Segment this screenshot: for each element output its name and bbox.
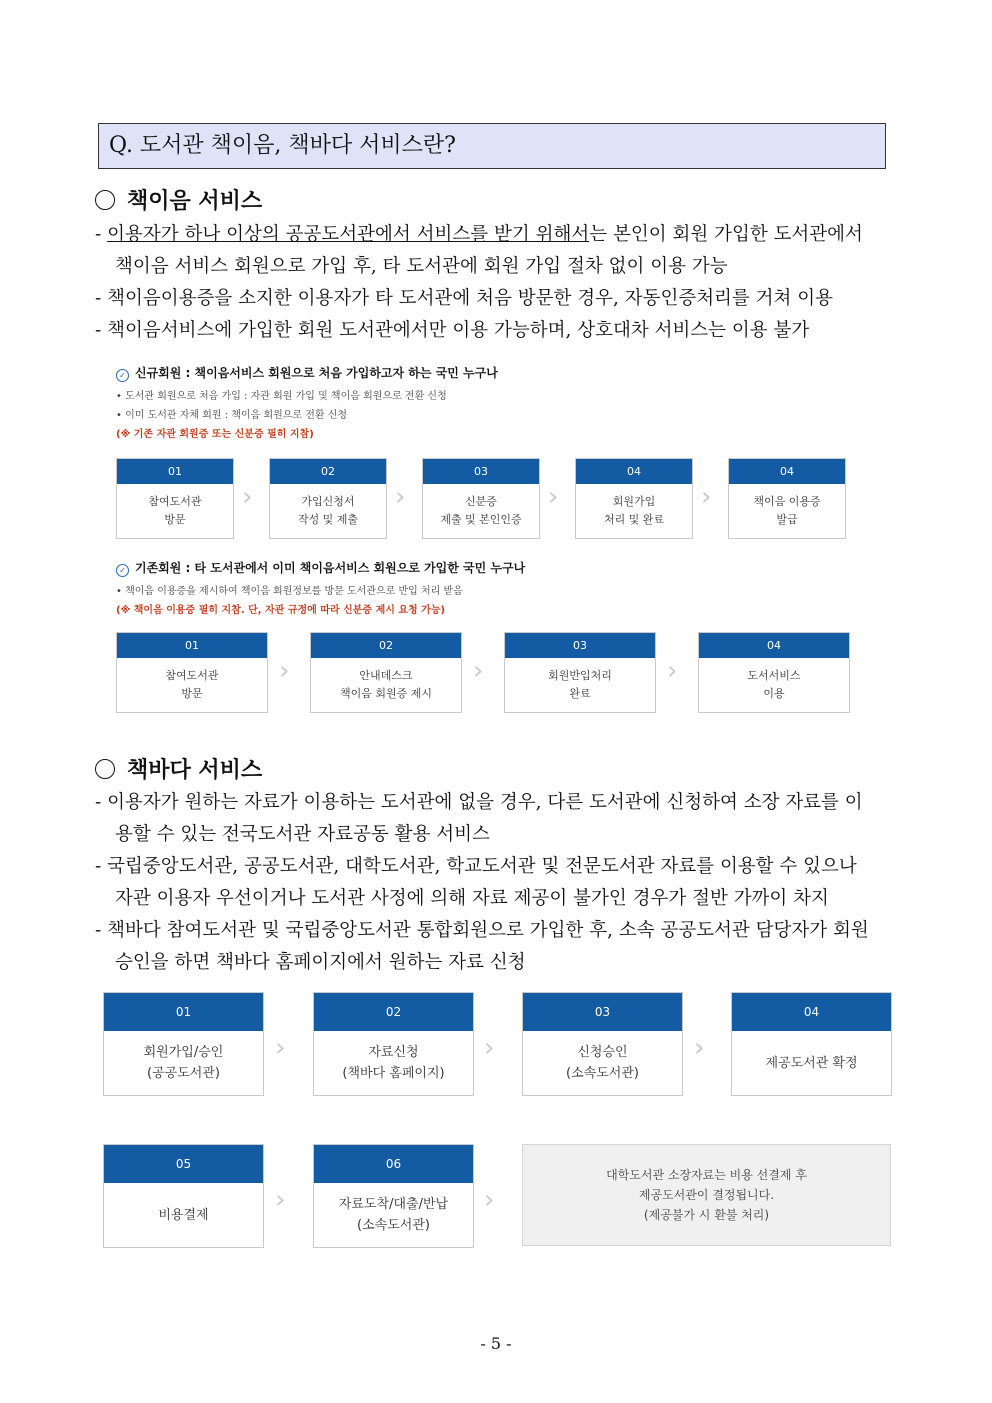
chevron-right-icon: › xyxy=(275,1033,286,1063)
step-label xyxy=(732,1031,891,1095)
bullet-line: 책이음 서비스 회원으로 가입 후, 타 도서관에 회원 가입 절차 없이 이용 가능 xyxy=(115,256,728,277)
process-step xyxy=(310,632,462,713)
note-line: 제공도서관이 결정됩니다. xyxy=(638,1188,775,1202)
chaekbada-description xyxy=(95,787,900,979)
circle-bullet-icon xyxy=(95,759,115,779)
step-label-line: 처리 및 완료 xyxy=(603,513,665,526)
step-label xyxy=(311,658,461,712)
note-line: • 이미 도서관 자체 회원 : 책이음 회원으로 전환 신청 xyxy=(116,410,348,421)
chaekieum-description xyxy=(95,219,900,347)
step-number: 02 xyxy=(311,633,461,658)
process-step xyxy=(731,992,892,1096)
step-label xyxy=(314,1031,473,1095)
text: 는 본인이 회원 가입한 도서관에서 xyxy=(589,224,863,245)
step-label xyxy=(314,1183,473,1247)
step-label-line: 도서서비스 xyxy=(747,669,801,682)
process-step xyxy=(728,458,846,539)
step-number: 04 xyxy=(732,993,891,1031)
note-line: 대학도서관 소장자료는 비용 선결제 후 xyxy=(606,1168,807,1182)
step-label-line: 방문 xyxy=(181,687,203,700)
step-label-line: 방문 xyxy=(164,513,186,526)
bullet-line: 용할 수 있는 전국도서관 자료공동 활용 서비스 xyxy=(115,824,490,845)
step-label-line: 책이음 회원증 제시 xyxy=(339,687,432,700)
chevron-right-icon: › xyxy=(473,656,484,686)
step-number: 03 xyxy=(523,993,682,1031)
chevron-right-icon: › xyxy=(395,482,406,512)
chevron-right-icon: › xyxy=(484,1185,495,1215)
step-number: 04 xyxy=(699,633,849,658)
step-number: 05 xyxy=(104,1145,263,1183)
bullet-line: 자관 이용자 우선이거나 도서관 사정에 의해 자료 제공이 불가인 경우가 절반 가까이 차지 xyxy=(115,888,829,909)
step-label-line: 회원가입/승인 xyxy=(143,1045,224,1060)
process-step xyxy=(313,992,474,1096)
existing-member-notes xyxy=(116,582,463,620)
step-number: 02 xyxy=(314,993,473,1031)
step-number: 06 xyxy=(314,1145,473,1183)
step-label-line: (책바다 홈페이지) xyxy=(342,1066,445,1081)
bullet-line xyxy=(95,219,900,251)
step-label-line: 발급 xyxy=(776,513,798,526)
chevron-right-icon: › xyxy=(667,656,678,686)
question-title: Q. 도서관 책이음, 책바다 서비스란? xyxy=(98,123,886,169)
section-heading-chaekieum xyxy=(95,184,262,215)
step-label-line: 회원반입처리 xyxy=(548,669,612,682)
bullet-line: - 책이음이용증을 소지한 이용자가 타 도서관에 처음 방문한 경우, 자동인증처리를 거쳐 이용 xyxy=(95,288,834,309)
bullet-line: - 이용자가 원하는 자료가 이용하는 도서관에 없을 경우, 다른 도서관에 신청하여 소장 자료를 이 xyxy=(95,792,863,813)
chevron-right-icon: › xyxy=(484,1033,495,1063)
dash: - xyxy=(95,224,108,245)
note-line: (제공불가 시 환불 처리) xyxy=(643,1208,770,1222)
step-label-line: (공공도서관) xyxy=(147,1066,220,1081)
step-label xyxy=(505,658,655,712)
chevron-right-icon: › xyxy=(279,656,290,686)
process-step xyxy=(269,458,387,539)
step-label xyxy=(117,658,267,712)
step-label xyxy=(576,484,692,538)
step-label-line: 비용결제 xyxy=(158,1207,209,1223)
step-number: 01 xyxy=(104,993,263,1031)
note-line: • 도서관 회원으로 처음 가입 : 자관 회원 가입 및 책이음 회원으로 전환 신청 xyxy=(116,391,447,402)
step-label-line: 완료 xyxy=(569,687,591,700)
chevron-right-icon: › xyxy=(275,1185,286,1215)
step-label-line: 제출 및 본인인증 xyxy=(440,513,522,526)
step-number: 03 xyxy=(423,459,539,484)
step-number: 04 xyxy=(576,459,692,484)
bullet-line: 승인을 하면 책바다 홈페이지에서 원하는 자료 신청 xyxy=(115,952,526,973)
chevron-right-icon: › xyxy=(548,482,559,512)
existing-member-heading xyxy=(116,559,525,577)
check-circle-icon: ✓ xyxy=(116,564,129,577)
step-label-line: 작성 및 제출 xyxy=(297,513,359,526)
section-title: 책바다 서비스 xyxy=(127,757,263,783)
step-number: 01 xyxy=(117,633,267,658)
step-label-line: (소속도서관) xyxy=(566,1066,639,1081)
step-label-line: 자료도착/대출/반납 xyxy=(338,1197,449,1212)
step-number: 01 xyxy=(117,459,233,484)
check-circle-icon: ✓ xyxy=(116,369,129,382)
step-label xyxy=(523,1031,682,1095)
circle-bullet-icon xyxy=(95,190,115,210)
step-label-line: 가입신청서 xyxy=(301,495,355,508)
note-warning: (※ 기존 자관 회원증 또는 신분증 필히 지참) xyxy=(116,429,314,440)
process-step xyxy=(575,458,693,539)
heading-text: 기존회원 : 타 도서관에서 이미 책이음서비스 회원으로 가입한 국민 누구나 xyxy=(135,561,526,575)
underlined-text: 이용자가 하나 이상의 공공도서관에서 서비스를 받기 위해서 xyxy=(107,224,590,245)
chaekbada-note xyxy=(522,1144,891,1246)
step-label xyxy=(117,484,233,538)
step-label-line: 신분증 xyxy=(465,495,497,508)
process-step xyxy=(504,632,656,713)
step-label-line: 신청승인 xyxy=(577,1045,628,1060)
process-step xyxy=(422,458,540,539)
step-number: 02 xyxy=(270,459,386,484)
step-label-line: (소속도서관) xyxy=(357,1218,430,1233)
step-label xyxy=(270,484,386,538)
process-step xyxy=(116,632,268,713)
bullet-line: - 국립중앙도서관, 공공도서관, 대학도서관, 학교도서관 및 전문도서관 자료를 이용할 수 있으나 xyxy=(95,856,857,877)
step-label-line: 자료신청 xyxy=(368,1045,419,1060)
note-line: • 책이음 이용증을 제시하여 책이음 회원정보를 방문 도서관으로 반입 처리 받음 xyxy=(116,586,463,597)
new-member-heading xyxy=(116,364,498,382)
section-title: 책이음 서비스 xyxy=(127,188,263,214)
step-label-line: 참여도서관 xyxy=(148,495,202,508)
page-number: - 5 - xyxy=(480,1334,512,1353)
step-number: 04 xyxy=(729,459,845,484)
step-label-line: 책이음 이용증 xyxy=(753,495,821,508)
process-step xyxy=(522,992,683,1096)
process-step xyxy=(116,458,234,539)
chevron-right-icon: › xyxy=(242,482,253,512)
bullet-line: - 책이음서비스에 가입한 회원 도서관에서만 이용 가능하며, 상호대차 서비스는 이용 불가 xyxy=(95,320,810,341)
chevron-right-icon: › xyxy=(694,1033,705,1063)
step-label xyxy=(729,484,845,538)
new-member-notes xyxy=(116,387,447,444)
step-label-line: 이용 xyxy=(763,687,785,700)
step-label-line: 제공도서관 확정 xyxy=(765,1055,858,1071)
step-label-line: 안내데스크 xyxy=(359,669,413,682)
process-step xyxy=(103,992,264,1096)
step-label xyxy=(423,484,539,538)
process-step xyxy=(103,1144,264,1248)
step-label-line: 회원가입 xyxy=(612,495,656,508)
process-step xyxy=(698,632,850,713)
bullet-line: - 책바다 참여도서관 및 국립중앙도서관 통합회원으로 가입한 후, 소속 공공도서관 담당자가 회원 xyxy=(95,920,869,941)
chevron-right-icon: › xyxy=(701,482,712,512)
step-label xyxy=(104,1031,263,1095)
step-label-line: 참여도서관 xyxy=(165,669,219,682)
note-warning: (※ 책이음 이용증 필히 지참. 단, 자관 규정에 따라 신분증 제시 요청 가능) xyxy=(116,605,446,616)
process-step xyxy=(313,1144,474,1248)
section-heading-chaekbada xyxy=(95,753,262,784)
heading-text: 신규회원 : 책이음서비스 회원으로 처음 가입하고자 하는 국민 누구나 xyxy=(135,366,498,380)
step-label xyxy=(104,1183,263,1247)
step-label xyxy=(699,658,849,712)
step-number: 03 xyxy=(505,633,655,658)
